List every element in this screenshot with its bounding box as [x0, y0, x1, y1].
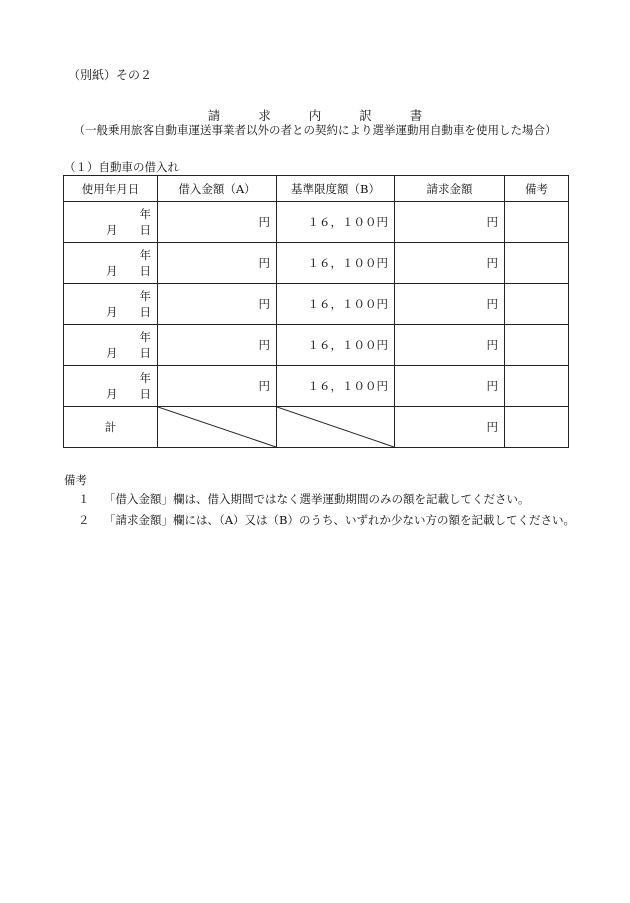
limit-amount-cell: １６，１００円	[277, 325, 395, 366]
header-remarks: 備考	[505, 176, 569, 202]
table-row	[64, 366, 569, 407]
date-cell[interactable]	[64, 202, 158, 243]
borrow-amount-cell[interactable]: 円	[158, 325, 277, 366]
total-remarks-cell[interactable]	[505, 407, 569, 448]
day-unit: 日	[139, 387, 151, 401]
table-row	[64, 284, 569, 325]
header-limit-amount: 基準限度額（B）	[277, 176, 395, 202]
limit-amount-cell: １６，１００円	[277, 366, 395, 407]
year-unit: 年	[139, 248, 151, 262]
table-header-row	[64, 176, 569, 202]
note-item	[78, 491, 530, 507]
table-row	[64, 325, 569, 366]
diagonal-slash-cell	[158, 407, 277, 448]
month-unit: 月	[106, 305, 118, 319]
diagonal-line-icon	[277, 407, 394, 447]
section-label: （１）自動車の借入れ	[64, 160, 179, 174]
diagonal-slash-cell	[277, 407, 395, 448]
month-unit: 月	[106, 387, 118, 401]
claim-amount-cell[interactable]: 円	[395, 325, 505, 366]
claim-amount-cell[interactable]: 円	[395, 243, 505, 284]
day-unit: 日	[139, 305, 151, 319]
borrow-amount-cell[interactable]: 円	[158, 366, 277, 407]
remarks-cell[interactable]	[505, 366, 569, 407]
year-unit: 年	[139, 289, 151, 303]
title-char: 内	[308, 108, 322, 123]
claim-amount-cell[interactable]: 円	[395, 284, 505, 325]
year-unit: 年	[139, 207, 151, 221]
borrow-amount-cell[interactable]: 円	[158, 202, 277, 243]
total-row	[64, 407, 569, 448]
date-cell[interactable]	[64, 284, 158, 325]
table-row	[64, 243, 569, 284]
diagonal-line-icon	[158, 407, 276, 447]
date-cell[interactable]	[64, 243, 158, 284]
month-unit: 月	[106, 223, 118, 237]
day-unit: 日	[139, 346, 151, 360]
notes-title: 備考	[64, 473, 87, 487]
remarks-cell[interactable]	[505, 325, 569, 366]
year-unit: 年	[139, 371, 151, 385]
total-claim-cell[interactable]: 円	[395, 407, 505, 448]
note-number: ２	[78, 513, 90, 527]
day-unit: 日	[139, 223, 151, 237]
month-unit: 月	[106, 346, 118, 360]
total-label: 計	[64, 407, 158, 448]
header-date: 使用年月日	[64, 176, 158, 202]
remarks-cell[interactable]	[505, 243, 569, 284]
date-cell[interactable]	[64, 325, 158, 366]
date-cell[interactable]	[64, 366, 158, 407]
claim-amount-cell[interactable]: 円	[395, 366, 505, 407]
limit-amount-cell: １６，１００円	[277, 284, 395, 325]
title-char: 書	[409, 108, 423, 123]
table-row	[64, 202, 569, 243]
note-number: １	[78, 492, 90, 506]
remarks-cell[interactable]	[505, 202, 569, 243]
year-unit: 年	[139, 330, 151, 344]
claim-amount-cell[interactable]: 円	[395, 202, 505, 243]
header-borrow-amount: 借入金額（A）	[158, 176, 277, 202]
document-subtitle: （一般乗用旅客自動車運送事業者以外の者との契約により選挙運動用自動車を使用した場合）	[73, 123, 557, 137]
title-char: 訳	[359, 108, 372, 123]
note-item	[78, 512, 575, 528]
title-char: 請	[207, 108, 221, 123]
borrow-amount-cell[interactable]: 円	[158, 243, 277, 284]
claim-table	[63, 175, 569, 448]
note-text: 「借入金額」欄は、借入期間ではなく選挙運動期間のみの額を記載してください。	[104, 492, 530, 506]
month-unit: 月	[106, 264, 118, 278]
header-claim-amount: 請求金額	[395, 176, 505, 202]
limit-amount-cell: １６，１００円	[277, 243, 395, 284]
title-char: 求	[258, 108, 271, 123]
remarks-cell[interactable]	[505, 284, 569, 325]
note-text: 「請求金額」欄には、（A）又は（B）のうち、いずれか少ない方の額を記載してください。	[104, 513, 576, 527]
borrow-amount-cell[interactable]: 円	[158, 284, 277, 325]
day-unit: 日	[139, 264, 151, 278]
limit-amount-cell: １６，１００円	[277, 202, 395, 243]
annex-label: （別紙）その２	[68, 68, 153, 82]
